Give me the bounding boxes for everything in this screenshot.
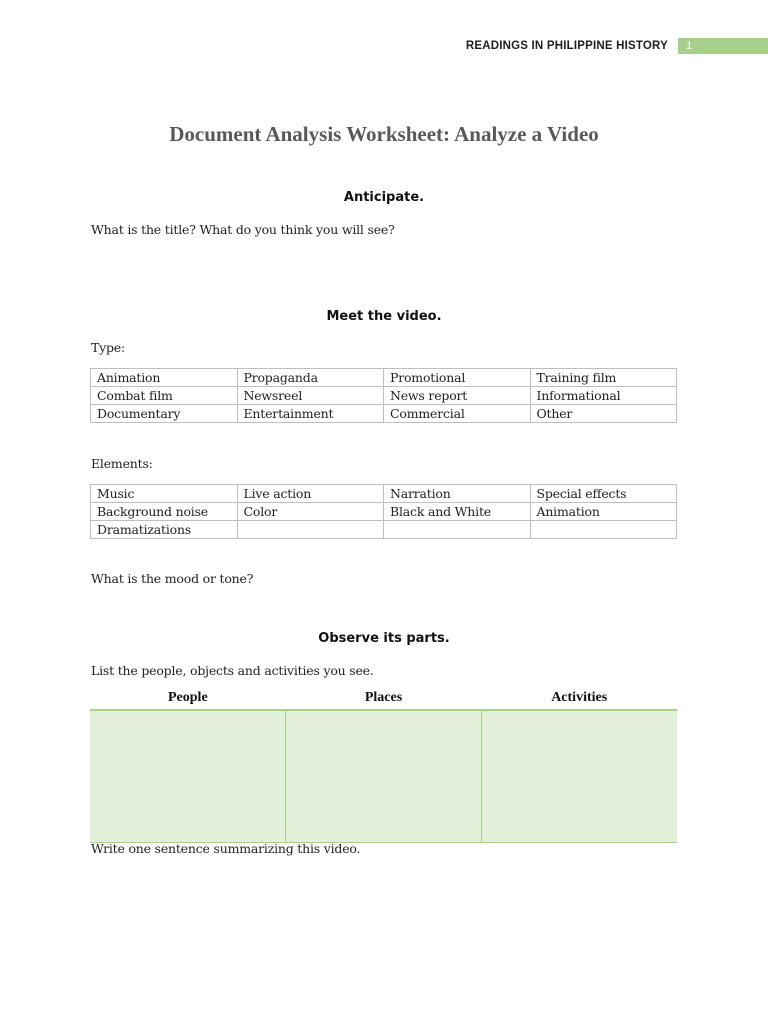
table-row xyxy=(91,405,677,423)
page-header xyxy=(466,38,768,54)
elements-label: Elements: xyxy=(91,456,153,471)
type-option[interactable]: Training film xyxy=(530,369,677,387)
empty-cell xyxy=(384,521,531,539)
type-option[interactable]: Entertainment xyxy=(237,405,384,423)
empty-cell xyxy=(530,521,677,539)
activities-entry-cell[interactable] xyxy=(482,711,677,842)
element-option[interactable]: Background noise xyxy=(91,503,238,521)
element-option[interactable]: Narration xyxy=(384,485,531,503)
heading-meet-video: Meet the video. xyxy=(326,309,442,324)
column-header-activities: Activities xyxy=(551,690,608,705)
type-option[interactable]: Informational xyxy=(530,387,677,405)
table-row xyxy=(91,387,677,405)
observation-table xyxy=(90,709,677,843)
elements-table xyxy=(90,484,677,539)
people-entry-cell[interactable] xyxy=(90,711,286,842)
type-label: Type: xyxy=(91,340,126,355)
type-option[interactable]: News report xyxy=(384,387,531,405)
table-row xyxy=(91,503,677,521)
type-option[interactable]: Other xyxy=(530,405,677,423)
element-option[interactable]: Live action xyxy=(237,485,384,503)
empty-cell xyxy=(237,521,384,539)
mood-question: What is the mood or tone? xyxy=(91,571,254,586)
anticipate-question: What is the title? What do you think you will see? xyxy=(91,222,395,237)
observe-instruction: List the people, objects and activities you see. xyxy=(91,663,374,678)
type-option[interactable]: Promotional xyxy=(384,369,531,387)
type-option[interactable]: Commercial xyxy=(384,405,531,423)
places-entry-cell[interactable] xyxy=(286,711,482,842)
type-table xyxy=(90,368,677,423)
column-header-people: People xyxy=(168,690,208,705)
table-row xyxy=(91,521,677,539)
element-option[interactable]: Animation xyxy=(530,503,677,521)
element-option[interactable]: Dramatizations xyxy=(91,521,238,539)
element-option[interactable]: Special effects xyxy=(530,485,677,503)
course-title: READINGS IN PHILIPPINE HISTORY xyxy=(465,40,668,52)
element-option[interactable]: Black and White xyxy=(384,503,531,521)
summary-prompt: Write one sentence summarizing this video. xyxy=(91,841,361,856)
column-header-places: Places xyxy=(364,690,403,705)
element-option[interactable]: Color xyxy=(237,503,384,521)
type-option[interactable]: Animation xyxy=(91,369,238,387)
page-number: 1 xyxy=(678,38,768,54)
document-title: Document Analysis Worksheet: Analyze a Video xyxy=(169,122,599,146)
observation-table-header xyxy=(90,690,677,706)
table-row xyxy=(91,485,677,503)
table-row xyxy=(91,369,677,387)
type-option[interactable]: Propaganda xyxy=(237,369,384,387)
heading-observe-parts: Observe its parts. xyxy=(318,631,450,646)
heading-anticipate: Anticipate. xyxy=(343,190,425,205)
type-option[interactable]: Newsreel xyxy=(237,387,384,405)
type-option[interactable]: Documentary xyxy=(91,405,238,423)
element-option[interactable]: Music xyxy=(91,485,238,503)
type-option[interactable]: Combat film xyxy=(91,387,238,405)
